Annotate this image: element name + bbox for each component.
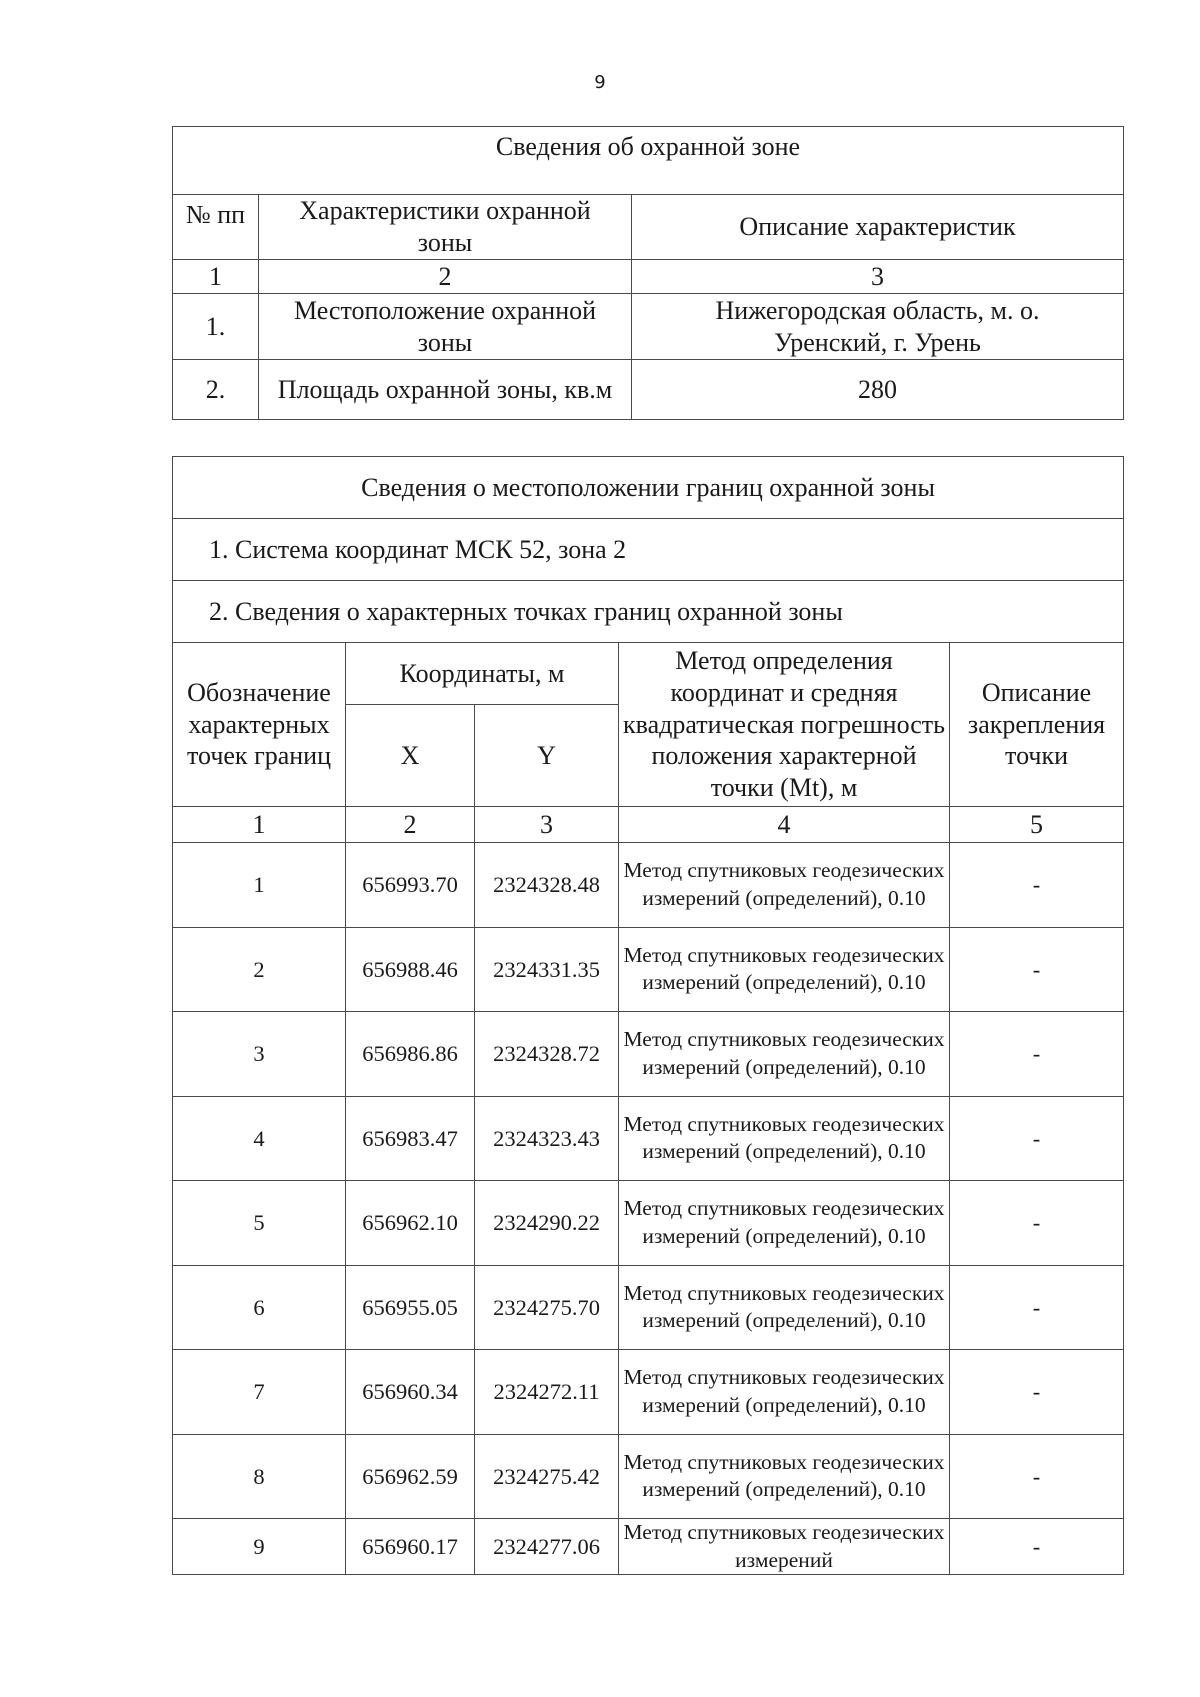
- table-row: [173, 1181, 1124, 1266]
- point-x: 656962.59: [346, 1434, 475, 1519]
- point-fixing: -: [950, 1265, 1124, 1350]
- point-method: Метод спутниковых геодезических измерений (определений), 0.10: [619, 1012, 950, 1097]
- point-id: 6: [173, 1265, 346, 1350]
- boundaries-title: Сведения о местоположении границ охранной зоны: [173, 457, 1124, 519]
- table-row: [173, 1434, 1124, 1519]
- column-number: 4: [619, 807, 950, 843]
- point-y: 2324331.35: [475, 927, 619, 1012]
- point-y: 2324328.48: [475, 843, 619, 928]
- point-y: 2324272.11: [475, 1350, 619, 1435]
- point-id: 9: [173, 1519, 346, 1575]
- point-x: 656986.86: [346, 1012, 475, 1097]
- column-number: 2: [346, 807, 475, 843]
- table-header-row: [173, 643, 1124, 705]
- point-method: [619, 1519, 950, 1575]
- column-number: 3: [475, 807, 619, 843]
- row-number: 1.: [173, 294, 259, 360]
- point-y: 2324275.70: [475, 1265, 619, 1350]
- point-fixing: -: [950, 1181, 1124, 1266]
- point-x: 656960.17: [346, 1519, 475, 1575]
- point-method: Метод спутниковых геодезических измерений (определений), 0.10: [619, 843, 950, 928]
- column-header-coordinates: Координаты, м: [346, 643, 619, 705]
- point-id: 8: [173, 1434, 346, 1519]
- point-id: 4: [173, 1096, 346, 1181]
- column-header-designation: Обозначение характерных точек границ: [173, 643, 346, 807]
- point-fixing: -: [950, 1350, 1124, 1435]
- point-x: 656960.34: [346, 1350, 475, 1435]
- point-fixing: -: [950, 1096, 1124, 1181]
- zone-info-table: [172, 126, 1124, 420]
- point-method-text: Метод спутниковых геодезических измерений: [623, 1520, 945, 1572]
- table-header-row: [173, 195, 1124, 260]
- point-y: 2324290.22: [475, 1181, 619, 1266]
- characteristic-name: Местоположение охранной зоны: [259, 294, 632, 360]
- column-header-description: Описание характеристик: [632, 195, 1124, 260]
- point-x: 656962.10: [346, 1181, 475, 1266]
- point-method: Метод спутниковых геодезических измерений (определений), 0.10: [619, 927, 950, 1012]
- table-row: [173, 360, 1124, 420]
- point-method: Метод спутниковых геодезических измерений (определений), 0.10: [619, 1350, 950, 1435]
- point-fixing: -: [950, 927, 1124, 1012]
- point-fixing: -: [950, 1519, 1124, 1575]
- column-number: 5: [950, 807, 1124, 843]
- zone-info-title: Сведения об охранной зоне: [173, 127, 1124, 195]
- column-numbers-row: [173, 807, 1124, 843]
- table-title-row: [173, 457, 1124, 519]
- table-title-row: [173, 127, 1124, 195]
- row-number: 2.: [173, 360, 259, 420]
- point-method: Метод спутниковых геодезических измерений (определений), 0.10: [619, 1434, 950, 1519]
- column-header-characteristics: Характеристики охранной зоны: [259, 195, 632, 260]
- point-y: 2324277.06: [475, 1519, 619, 1575]
- point-y: 2324328.72: [475, 1012, 619, 1097]
- column-number: 3: [632, 260, 1124, 294]
- point-id: 7: [173, 1350, 346, 1435]
- point-y: 2324323.43: [475, 1096, 619, 1181]
- point-x: 656993.70: [346, 843, 475, 928]
- point-y: 2324275.42: [475, 1434, 619, 1519]
- column-header-number: № пп: [173, 195, 259, 260]
- table-row: [173, 843, 1124, 928]
- table-row: [173, 1350, 1124, 1435]
- coordinate-system-row: [173, 519, 1124, 581]
- point-id: 1: [173, 843, 346, 928]
- point-method: Метод спутниковых геодезических измерений (определений), 0.10: [619, 1096, 950, 1181]
- characteristic-name: Площадь охранной зоны, кв.м: [259, 360, 632, 420]
- column-number: 1: [173, 260, 259, 294]
- point-x: 656983.47: [346, 1096, 475, 1181]
- point-fixing: -: [950, 1434, 1124, 1519]
- column-header-method: Метод определения координат и средняя квадратическая погрешность положения характерной точки (Mt), м: [619, 643, 950, 807]
- point-fixing: -: [950, 843, 1124, 928]
- point-method: Метод спутниковых геодезических измерений (определений), 0.10: [619, 1181, 950, 1266]
- column-header-fixing: Описание закрепления точки: [950, 643, 1124, 807]
- boundaries-table: [172, 456, 1124, 1575]
- point-fixing: -: [950, 1012, 1124, 1097]
- table-row: [173, 1012, 1124, 1097]
- point-x: 656988.46: [346, 927, 475, 1012]
- table-row: [173, 1265, 1124, 1350]
- table-row: [173, 294, 1124, 360]
- points-title-row: [173, 581, 1124, 643]
- column-header-y: Y: [475, 705, 619, 807]
- column-numbers-row: [173, 260, 1124, 294]
- points-title: 2. Сведения о характерных точках границ охранной зоны: [173, 581, 1124, 643]
- characteristic-value: Нижегородская область, м. о. Уренский, г. Урень: [632, 294, 1124, 360]
- page-number: 9: [594, 72, 606, 93]
- column-number: 1: [173, 807, 346, 843]
- column-header-x: X: [346, 705, 475, 807]
- table-row: [173, 1096, 1124, 1181]
- column-number: 2: [259, 260, 632, 294]
- table-row: [173, 1519, 1124, 1575]
- coordinate-system: 1. Система координат МСК 52, зона 2: [173, 519, 1124, 581]
- point-x: 656955.05: [346, 1265, 475, 1350]
- point-id: 5: [173, 1181, 346, 1266]
- point-method: Метод спутниковых геодезических измерений (определений), 0.10: [619, 1265, 950, 1350]
- point-id: 3: [173, 1012, 346, 1097]
- table-row: [173, 927, 1124, 1012]
- point-id: 2: [173, 927, 346, 1012]
- characteristic-value: 280: [632, 360, 1124, 420]
